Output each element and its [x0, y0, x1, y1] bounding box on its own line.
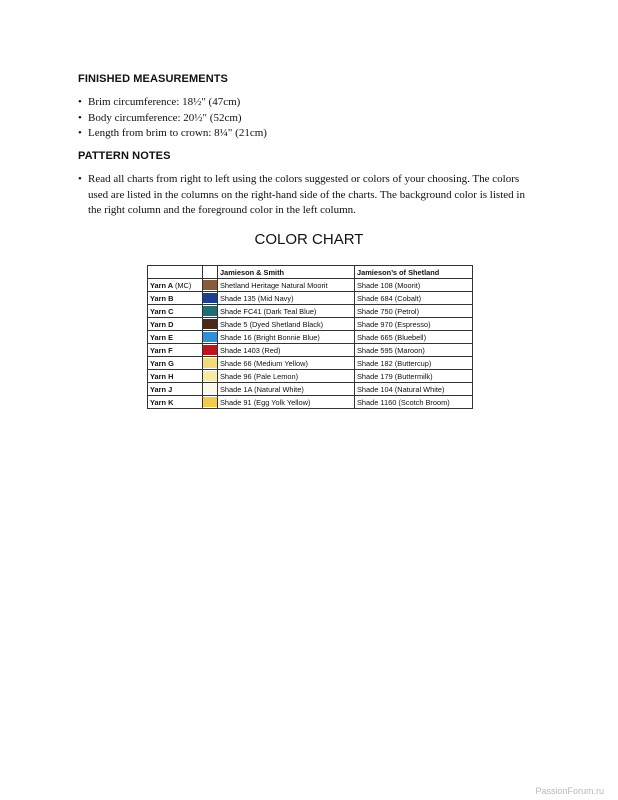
- yarn-label: [148, 370, 203, 383]
- color-swatch: [203, 371, 217, 381]
- yarn-name: Yarn K: [150, 397, 174, 407]
- swatch-cell: [203, 383, 218, 396]
- jamieson-smith-shade: Shade 5 (Dyed Shetland Black): [218, 318, 355, 331]
- jamiesons-shetland-shade: Shade 684 (Cobalt): [355, 292, 473, 305]
- measurement-brim: • Brim circumference: 18½" (47cm): [78, 95, 548, 111]
- color-swatch: [203, 397, 217, 407]
- swatch-cell: [203, 370, 218, 383]
- jamieson-smith-shade: Shade 96 (Pale Lemon): [218, 370, 355, 383]
- color-chart-body: [148, 279, 473, 409]
- color-swatch: [203, 280, 217, 290]
- color-swatch: [203, 332, 217, 342]
- header-jamieson-smith: Jamieson & Smith: [218, 266, 355, 279]
- jamiesons-shetland-shade: Shade 108 (Moorit): [355, 279, 473, 292]
- yarn-label: [148, 331, 203, 344]
- measurements-list: [78, 95, 548, 142]
- color-chart-header-row: [148, 266, 473, 279]
- measurement-length: • Length from brim to crown: 8¼" (21cm): [78, 126, 548, 142]
- color-chart-row: [148, 292, 473, 305]
- yarn-name: Yarn F: [150, 345, 173, 355]
- jamieson-smith-shade: Shade FC41 (Dark Teal Blue): [218, 305, 355, 318]
- yarn-label: [148, 383, 203, 396]
- header-jamiesons-shetland: Jamieson’s of Shetland: [355, 266, 473, 279]
- yarn-label: [148, 396, 203, 409]
- swatch-cell: [203, 344, 218, 357]
- yarn-label: [148, 318, 203, 331]
- finished-measurements-heading: FINISHED MEASUREMENTS: [78, 73, 228, 85]
- color-chart-row: [148, 370, 473, 383]
- yarn-name: Yarn H: [150, 371, 174, 381]
- color-chart-row: [148, 305, 473, 318]
- jamiesons-shetland-shade: Shade 595 (Maroon): [355, 344, 473, 357]
- yarn-name: Yarn G: [150, 358, 174, 368]
- jamiesons-shetland-shade: Shade 970 (Espresso): [355, 318, 473, 331]
- jamiesons-shetland-shade: Shade 182 (Buttercup): [355, 357, 473, 370]
- color-swatch: [203, 345, 217, 355]
- color-chart-row: [148, 318, 473, 331]
- swatch-cell: [203, 279, 218, 292]
- yarn-label: [148, 305, 203, 318]
- yarn-name: Yarn D: [150, 319, 174, 329]
- yarn-label: [148, 292, 203, 305]
- pattern-notes-list: [78, 172, 548, 219]
- swatch-cell: [203, 292, 218, 305]
- yarn-name: Yarn B: [150, 293, 174, 303]
- color-swatch: [203, 306, 217, 316]
- jamieson-smith-shade: Shade 1403 (Red): [218, 344, 355, 357]
- color-swatch: [203, 384, 217, 394]
- pattern-note-line-1: Read all charts from right to left using the colors suggested or colors of your choosing. The colors: [88, 173, 520, 185]
- swatch-cell: [203, 305, 218, 318]
- color-chart-row: [148, 331, 473, 344]
- jamieson-smith-shade: Shade 66 (Medium Yellow): [218, 357, 355, 370]
- jamieson-smith-shade: Shade 16 (Bright Bonnie Blue): [218, 331, 355, 344]
- color-chart-title: COLOR CHART: [254, 231, 364, 248]
- header-yarn: [148, 266, 203, 279]
- header-swatch: [203, 266, 218, 279]
- color-chart-row: [148, 383, 473, 396]
- yarn-name: Yarn A: [150, 280, 173, 290]
- swatch-cell: [203, 357, 218, 370]
- color-chart-row: [148, 357, 473, 370]
- jamiesons-shetland-shade: Shade 104 (Natural White): [355, 383, 473, 396]
- jamieson-smith-shade: Shade 91 (Egg Yolk Yellow): [218, 396, 355, 409]
- color-swatch: [203, 358, 217, 368]
- jamieson-smith-shade: Shade 135 (Mid Navy): [218, 292, 355, 305]
- color-swatch: [203, 319, 217, 329]
- pattern-note-line-3: the right column and the foreground color in the left column.: [88, 204, 356, 216]
- jamieson-smith-shade: Shade 1A (Natural White): [218, 383, 355, 396]
- pattern-note: [78, 172, 548, 219]
- measurement-body: • Body circumference: 20½" (52cm): [78, 111, 548, 127]
- yarn-name: Yarn J: [150, 384, 173, 394]
- swatch-cell: [203, 318, 218, 331]
- color-chart-table: [147, 265, 473, 409]
- yarn-label: [148, 344, 203, 357]
- yarn-name: Yarn C: [150, 306, 174, 316]
- yarn-name: Yarn E: [150, 332, 174, 342]
- yarn-main-color-tag: (MC): [174, 280, 192, 290]
- watermark: PassionForum.ru: [535, 786, 604, 796]
- swatch-cell: [203, 331, 218, 344]
- color-chart-row: [148, 279, 473, 292]
- jamiesons-shetland-shade: Shade 665 (Bluebell): [355, 331, 473, 344]
- color-chart-row: [148, 396, 473, 409]
- yarn-label: [148, 357, 203, 370]
- jamiesons-shetland-shade: Shade 750 (Petrol): [355, 305, 473, 318]
- yarn-label: [148, 279, 203, 292]
- pattern-notes-heading: PATTERN NOTES: [78, 150, 171, 162]
- jamiesons-shetland-shade: Shade 1160 (Scotch Broom): [355, 396, 473, 409]
- pattern-note-line-2: used are listed in the columns on the right-hand side of the charts. The background color is listed in: [88, 188, 525, 201]
- color-chart-row: [148, 344, 473, 357]
- swatch-cell: [203, 396, 218, 409]
- jamieson-smith-shade: Shetland Heritage Natural Moorit: [218, 279, 355, 292]
- jamiesons-shetland-shade: Shade 179 (Buttermilk): [355, 370, 473, 383]
- color-swatch: [203, 293, 217, 303]
